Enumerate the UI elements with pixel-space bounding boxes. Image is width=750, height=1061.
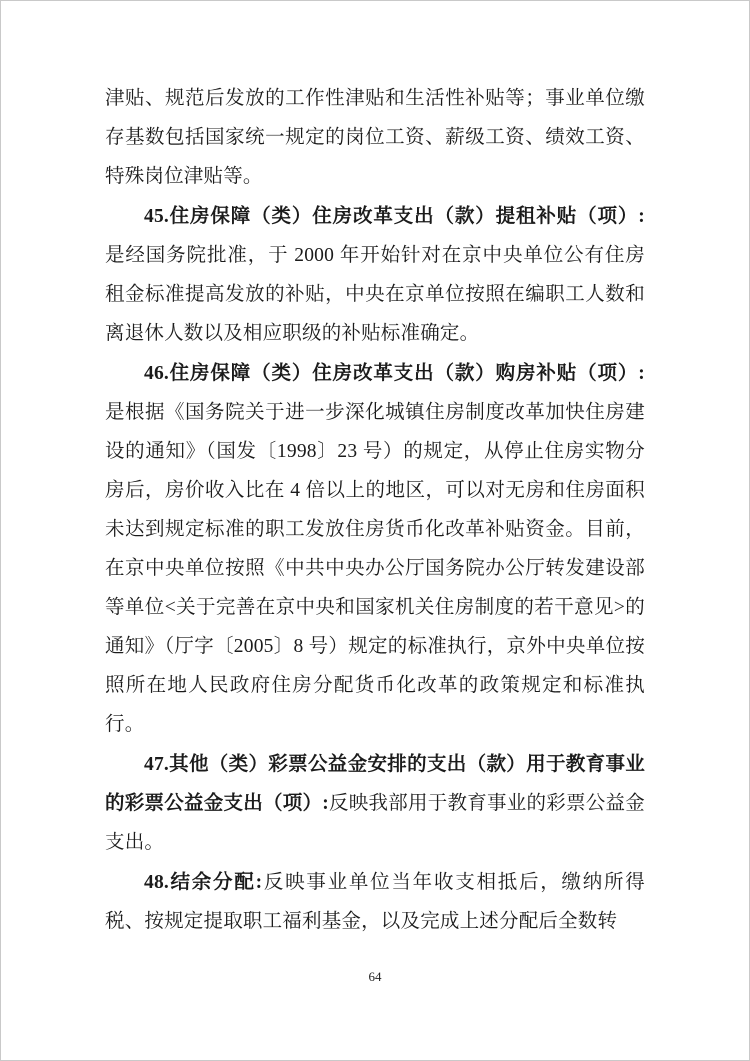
paragraph (105, 197, 645, 353)
paragraph-text-run: 反映我部用于教育事业的彩票公益金支出。 (105, 793, 645, 853)
paragraph-text-run: 是经国务院批准，于 2000 年开始针对在京中央单位公有住房租金标准提高发放的补贴，中央在京单位按照在编职工人数和离退休人数以及相应职级的补贴标准确定。 (105, 245, 645, 344)
paragraph-heading-run: 48.结余分配: (144, 872, 263, 893)
paragraph-heading-run: 45.住房保障（类）住房改革支出（款）提租补贴（项）: (144, 206, 645, 227)
paragraph (105, 354, 645, 744)
paragraph-text-run: 反映事业单位当年收支相抵后，缴纳所得税、按规定提取职工福利基金，以及完成上述分配后全数转 (105, 872, 645, 932)
paragraph-heading-run: 47.其他（类）彩票公益金安排的支出（款）用于教育事业的彩票公益金支出（项）: (105, 754, 645, 814)
paragraph (105, 79, 645, 196)
paragraph (105, 863, 645, 941)
page-number-footer: 64 (368, 969, 382, 984)
paragraph-text-run: 是根据《国务院关于进一步深化城镇住房制度改革加快住房建设的通知》（国发〔1998〕23 号）的规定，从停止住房实物分房后，房价收入比在 4 倍以上的地区，可以对无房和住房面积未达到规定标准的职工发放住房货币化改革补贴资金。目前，在京中央单位按照《中共中央办公厅国务院办公厅转发建设部等单位<关于完善在京中央和国家机关住房制度的若干意见>的通知》（厅字〔2005〕8 号）规定的标准执行，京外中央单位按照所在地人民政府住房分配货币化改革的政策规定和标准执行。 (105, 402, 645, 735)
paragraph-text-run: 津贴、规范后发放的工作性津贴和生活性补贴等；事业单位缴存基数包括国家统一规定的岗位工资、薪级工资、绩效工资、特殊岗位津贴等。 (105, 88, 645, 187)
paragraph (105, 745, 645, 862)
paragraph-heading-run: 46.住房保障（类）住房改革支出（款）购房补贴（项）: (144, 363, 645, 384)
page-body-text (105, 79, 645, 942)
